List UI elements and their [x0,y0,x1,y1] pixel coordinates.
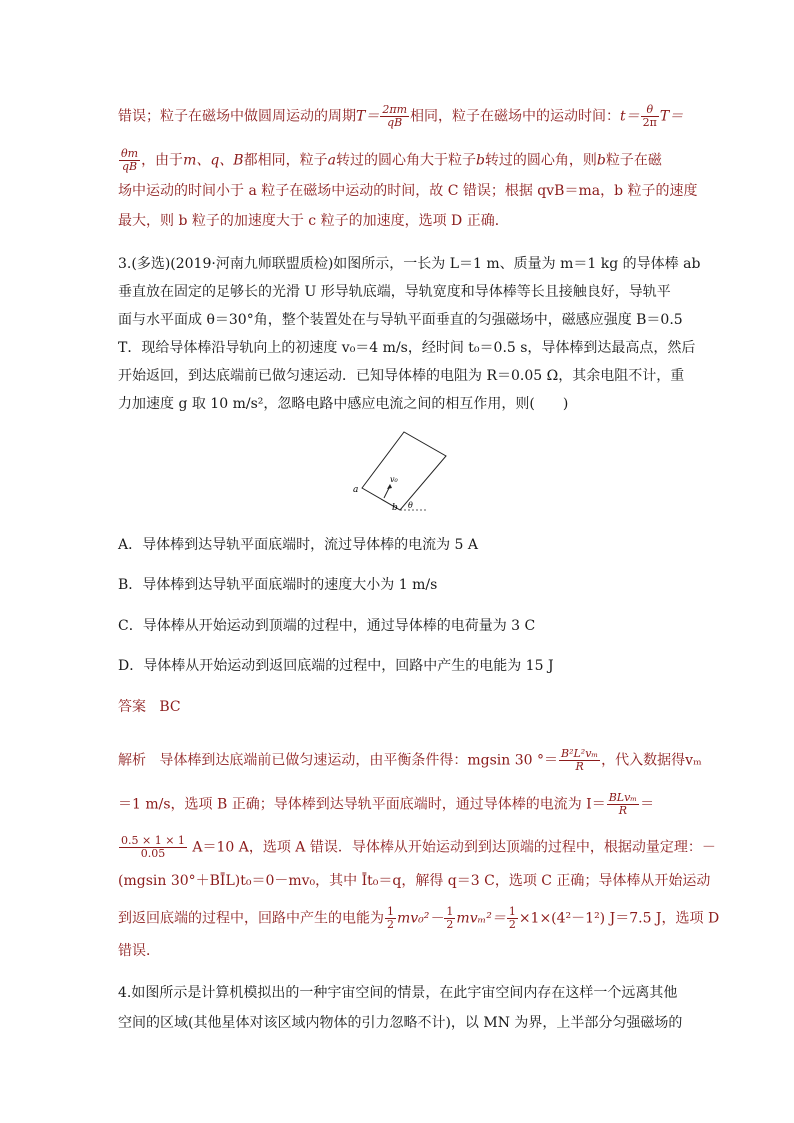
answer-label: 答案 [118,699,146,715]
fraction-numerator: 1 [446,905,454,918]
fraction [559,748,600,773]
text-span: a [327,152,336,169]
text-span: m、q、B [183,152,244,169]
text-span: 都相同，粒子 [243,152,328,169]
fraction-numerator: 1 [508,905,516,918]
text-span: A＝10 A，选项 A 错误．导体棒从开始运动到到达顶端的过程中，根据动量定理：－ [192,839,716,856]
fraction-numerator: 1 [387,905,394,918]
text-span: T＝ [356,108,380,125]
question-3-line-5: 开始返回，到达底端前已做匀速运动．已知导体棒的电阻为 R＝0.05 Ω，其余电阻不计，重 [118,368,685,384]
text-span: b [596,152,606,169]
option-a: A．导体棒到达导轨平面底端时，流过导体棒的电流为 5 A [118,537,479,553]
fraction-denominator: 2π [642,116,657,129]
text-span: ，代入数据 [601,752,672,769]
text-span: t＝ [620,108,640,125]
fraction [119,835,187,860]
option-b: B．导体棒到达导轨平面底端时的速度大小为 1 m/s [118,577,438,593]
fraction [641,104,659,129]
fraction [444,906,455,931]
text-span: ＝ [640,796,655,813]
solution-line-4: 最大，则 b 粒子的加速度大于 c 粒子的加速度，选项 D 正确． [118,213,509,229]
analysis-line-1 [118,747,702,773]
answer-value: BC [159,699,181,715]
text-span: 得vₘ [671,752,702,769]
analysis-line-5 [118,905,720,931]
label-theta: θ [408,501,413,510]
label-v0: v₀ [390,475,398,484]
fraction-denominator: 2 [446,918,454,931]
text-span: 粒子在磁 [605,152,662,169]
question-3-line-1: 3.(多选)(2019·河南九师联盟质检)如图所示，一长为 L＝1 m、质量为 m＝1 kg 的导体棒 ab [118,256,701,272]
fraction [385,906,396,931]
solution-line-3: 场中运动的时间小于 a 粒子在磁场中运动的时间，故 C 错误；根据 qvB＝ma，b 粒子的速度 [118,183,698,199]
text-span: ，由于 [141,152,184,169]
text-span: b [475,152,485,169]
solution-line-1 [118,103,684,129]
option-d: D．导体棒从开始运动到返回底端的过程中，回路中产生的电能为 15 J [118,658,554,674]
text-span: 转过的圆心角大于粒子 [335,152,476,169]
fraction-numerator: 0.5 × 1 × 1 [121,834,185,847]
fraction [119,148,140,173]
analysis-line-3 [118,834,716,860]
fraction-numerator: BLvₘ [608,791,638,804]
text-span: 相同，粒子在磁场中的运动时间： [410,108,621,125]
text-span: 错误；粒子在磁场中做圆周运动的周期 [118,108,356,125]
incline-rail-figure [344,424,464,524]
fraction-denominator: R [618,804,628,817]
question-3-line-3: 面与水平面成 θ＝30°角，整个装置处在与导轨平面垂直的匀强磁场中，磁感应强度 B＝0.5 [118,312,683,328]
text-span: ＝1 m/s，选项 B 正确；导体棒到达导轨平面底端时，通过导体棒的电流为 I＝ [118,796,606,813]
fraction [507,906,518,931]
text-span: 到返回底端的过程中，回路中产生的电能为 [118,910,384,927]
text-span: 导体棒到达底端前已做匀速运动，由平衡条件得：mgsin 30 °＝ [159,752,558,769]
label-a: a [353,485,359,495]
question-3-line-4: T．现给导体棒沿导轨向上的初速度 v₀＝4 m/s，经时间 t₀＝0.5 s，导体棒到达最高点，然后 [118,340,696,356]
text-span: ×1×(4²－1²) J＝7.5 J，选项 D [518,910,720,927]
fraction [607,792,639,817]
question-3-line-6: 力加速度 g 取 10 m/s²，忽略电路中感应电流之间的相互作用，则( ) [118,396,569,412]
fraction-numerator: 2πm [382,103,408,116]
fraction-numerator: B²L²vₘ [561,747,599,760]
text-span: mvₘ²＝ [456,910,506,927]
analysis-line-4: (mgsin 30°＋BĪL)t₀＝0－mv₀，其中 Īt₀＝q，解得 q＝3 C，选项 C 正确；导体棒从开始运动 [118,873,711,889]
label-b: b [392,503,398,513]
fraction-numerator: θ [641,104,659,117]
arrow-head [387,484,392,489]
analysis-line-6: 错误． [118,943,160,959]
answer-line [118,696,181,718]
analysis-label: 解析 [118,752,146,769]
fraction-denominator: 0.05 [140,847,166,860]
text-span: T＝ [659,108,684,125]
question-4-line-1: 4.如图所示是计算机模拟出的一种宇宙空间的情景，在此宇宙空间内存在这样一个远离其他 [118,985,678,1001]
text-span: 转过的圆心角，则 [484,152,597,169]
fraction [380,104,409,129]
question-4-line-2: 空间的区域(其他星体对该区域内物体的引力忽略不计)，以 MN 为界，上半部分匀强磁场的 [118,1015,683,1031]
fraction-denominator: qB [121,160,138,173]
fraction-numerator: θm [121,147,139,160]
question-3-line-2: 垂直放在固定的足够长的光滑 U 形导轨底端，导轨宽度和导体棒等长且接触良好，导轨平 [118,284,671,300]
option-c: C．导体棒从开始运动到顶端的过程中，通过导体棒的电荷量为 3 C [118,618,536,634]
fraction-denominator: qB [387,116,403,129]
fraction-denominator: 2 [508,918,516,931]
analysis-line-2 [118,792,678,817]
text-span: mv₀²－ [397,910,444,927]
rail-plane-outline [362,432,446,510]
fraction-denominator: R [575,760,584,773]
fraction-denominator: 2 [387,918,394,931]
solution-line-2 [118,148,678,173]
